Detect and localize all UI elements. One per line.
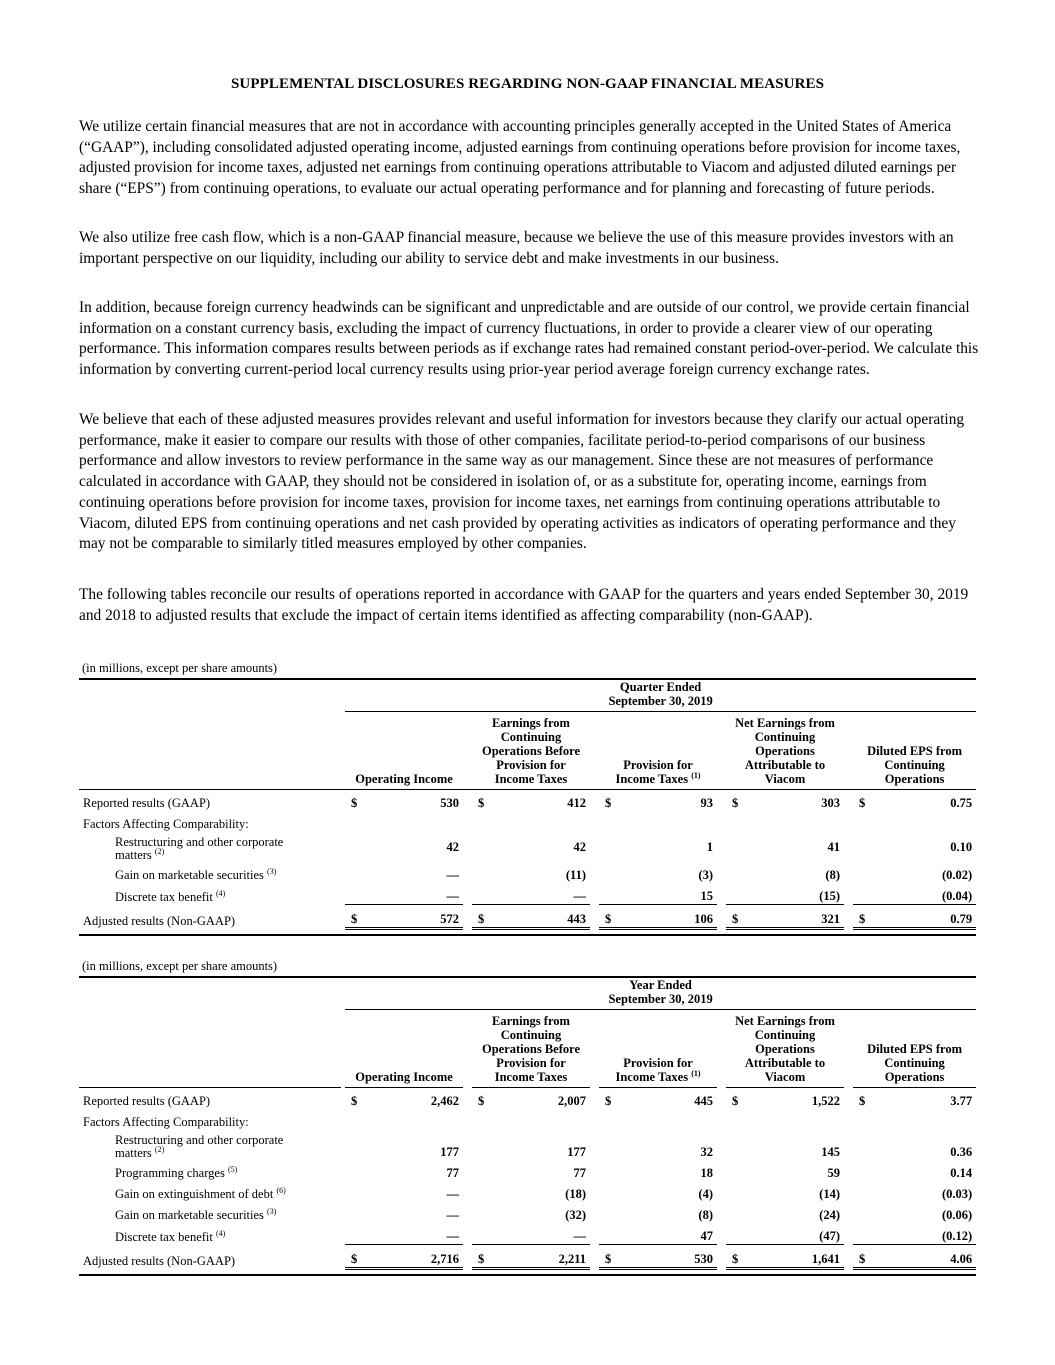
cell-value: (24) <box>819 1208 840 1222</box>
dollar-sign: $ <box>599 1245 613 1269</box>
row-label: Gain on marketable securities $^{(3)}$ <box>115 867 277 882</box>
table-row-reported <box>79 790 976 812</box>
row-label: Discrete tax benefit $^{(4)}$ <box>115 1228 226 1244</box>
dollar-sign: $ <box>599 1088 613 1110</box>
row-label: Restructuring and other corporate matters $^{(2)}$ <box>115 1133 284 1160</box>
col-operating-income: Operating Income <box>355 1070 453 1084</box>
cell-value: 530 <box>613 1245 717 1269</box>
row-label: Reported results (GAAP) <box>79 790 341 812</box>
paragraph-adjusted-measures: We believe that each of these adjusted measures provides relevant and useful information for investors because they clarify our actual operating performance, make it easier to compare our results with those of other companies, facilitate period-to-period comparisons of our business performance and allow investors to review performance in the same way as our management. Since these are not measures of performance calculated in accordance with GAAP, they should not be considered in isolation of, or as a substitute for, operating income, earnings from continuing operations before provision for income taxes, provision for income taxes, net earnings from continuing operations attributable to Viacom, diluted EPS from continuing operations and net cash provided by operating activities as indicators of operating performance and they may not be comparable to similarly titled measures employed by other companies. <box>79 411 965 553</box>
table-row <box>79 862 976 883</box>
cell-value: 1 <box>706 839 713 854</box>
cell-value: 59 <box>827 1166 840 1180</box>
cell-value: — <box>446 868 459 882</box>
period-line-1: Year Ended <box>629 978 692 992</box>
dollar-sign: $ <box>345 1088 359 1110</box>
period-header <box>345 679 976 712</box>
table-row <box>79 1130 976 1160</box>
dollar-sign: $ <box>726 1245 740 1269</box>
row-label: Discrete tax benefit $^{(4)}$ <box>115 888 226 904</box>
col-net-earnings: Net Earnings from Continuing Operations Attributable to Viacom <box>735 1014 835 1084</box>
cell-value: — <box>446 1187 459 1201</box>
cell-value: 1,522 <box>740 1088 844 1110</box>
cell-value: 42 <box>446 839 459 854</box>
row-label: Reported results (GAAP) <box>79 1088 341 1110</box>
cell-value: 15 <box>613 883 717 905</box>
cell-value: 412 <box>486 790 590 812</box>
cell-value: 3.77 <box>867 1088 976 1110</box>
cell-value: 4.06 <box>867 1245 976 1269</box>
col-operating-income: Operating Income <box>355 772 453 786</box>
col-earnings-before-taxes: Earnings from Continuing Operations Before Provision for Income Taxes <box>481 1014 581 1084</box>
row-label: Gain on marketable securities $^{(3)}$ <box>115 1207 277 1222</box>
table-row-adjusted <box>79 1245 976 1269</box>
table-row <box>79 1202 976 1223</box>
cell-value: 445 <box>613 1088 717 1110</box>
period-line-2: September 30, 2019 <box>608 694 713 708</box>
dollar-sign: $ <box>345 790 359 812</box>
paragraph-reconciliation-intro: The following tables reconcile our results of operations reported in accordance with GAAP for the quarters and years ended September 30, 2019 and 2018 to adjusted results that exclude the impact of certain items identified as affecting comparability (non-GAAP). <box>79 586 969 624</box>
dollar-sign: $ <box>726 1088 740 1110</box>
row-label: Gain on extinguishment of debt $^{(6)}$ <box>115 1186 286 1201</box>
cell-value: 2,462 <box>359 1088 463 1110</box>
cell-value: 41 <box>827 839 840 854</box>
cell-value: 0.79 <box>867 905 976 929</box>
cell-value: (0.02) <box>941 868 973 882</box>
cell-value: (47) <box>740 1223 844 1245</box>
table-row <box>79 1181 976 1202</box>
cell-value: — <box>486 883 590 905</box>
cell-value: 177 <box>567 1145 586 1159</box>
table-row <box>79 1160 976 1181</box>
col-diluted-eps: Diluted EPS from Continuing Operations <box>867 744 963 786</box>
dollar-sign: $ <box>472 905 486 929</box>
cell-value: — <box>359 1223 463 1245</box>
cell-value: 0.14 <box>950 1166 973 1180</box>
cell-value: 321 <box>740 905 844 929</box>
dollar-sign: $ <box>345 1245 359 1269</box>
page-title: SUPPLEMENTAL DISCLOSURES REGARDING NON-GAAP FINANCIAL MEASURES <box>230 76 825 92</box>
paragraph-constant-currency: In addition, because foreign currency headwinds can be significant and unpredictable and are outside of our control, we provide certain financial information on a constant currency basis, excluding the impact of currency fluctuations, in order to provide a clearer view of our operating performance. This information compares results between periods as if exchange rates had remained constant period-over-period. We calculate this information by converting current-period local currency results using prior-year period average foreign currency exchange rates. <box>79 299 979 379</box>
cell-value: 0.10 <box>950 839 973 854</box>
cell-value: (14) <box>819 1187 840 1201</box>
table-units-note: (in millions, except per share amounts) <box>82 959 278 973</box>
period-header <box>345 977 976 1010</box>
table-row-factors <box>79 1109 976 1130</box>
cell-value: 77 <box>446 1166 459 1180</box>
dollar-sign: $ <box>599 790 613 812</box>
cell-value: 2,716 <box>359 1245 463 1269</box>
cell-value: 530 <box>359 790 463 812</box>
dollar-sign: $ <box>472 1245 486 1269</box>
table-units-note: (in millions, except per share amounts) <box>82 661 278 675</box>
col-provision-income-taxes: Provision for Income Taxes $^{(1)}$ <box>615 758 701 786</box>
table-row-reported <box>79 1088 976 1110</box>
row-label: Adjusted results (Non-GAAP) <box>83 913 236 928</box>
cell-value: 47 <box>613 1223 717 1245</box>
cell-value: (18) <box>565 1187 586 1201</box>
cell-value: — <box>446 1208 459 1222</box>
col-provision-income-taxes: Provision for Income Taxes $^{(1)}$ <box>615 1056 701 1084</box>
row-label: Adjusted results (Non-GAAP) <box>83 1253 236 1268</box>
cell-value: 443 <box>486 905 590 929</box>
quarter-reconciliation-table <box>79 678 976 936</box>
period-line-2: September 30, 2019 <box>608 992 713 1006</box>
cell-value: (4) <box>698 1187 713 1201</box>
cell-value: 77 <box>573 1166 586 1180</box>
cell-value: 1,641 <box>740 1245 844 1269</box>
year-reconciliation-table <box>79 976 976 1276</box>
cell-value: 2,211 <box>486 1245 590 1269</box>
cell-value: 2,007 <box>486 1088 590 1110</box>
cell-value: 18 <box>700 1166 713 1180</box>
row-label: Restructuring and other corporate matters $^{(2)}$ <box>115 835 284 862</box>
cell-value: (8) <box>698 1208 713 1222</box>
cell-value: (0.12) <box>867 1223 976 1245</box>
cell-value: 0.75 <box>867 790 976 812</box>
dollar-sign: $ <box>472 1088 486 1110</box>
dollar-sign: $ <box>853 790 867 812</box>
col-earnings-before-taxes: Earnings from Continuing Operations Before Provision for Income Taxes <box>481 716 581 786</box>
dollar-sign: $ <box>853 905 867 929</box>
dollar-sign: $ <box>726 790 740 812</box>
table-row <box>79 1223 976 1245</box>
cell-value: 93 <box>613 790 717 812</box>
paragraph-gaap-measures: We utilize certain financial measures that are not in accordance with accounting principles generally accepted in the United States of America (“GAAP”), including consolidated adjusted operating income, adjusted earnings from continuing operations before provision for income taxes, adjusted provision for income taxes, adjusted net earnings from continuing operations attributable to Viacom and adjusted diluted earnings per share (“EPS”) from continuing operations, to evaluate our actual operating performance and for planning and forecasting of future periods. <box>79 118 961 198</box>
row-label: Factors Affecting Comparability: <box>83 817 249 831</box>
cell-value: (3) <box>698 868 713 882</box>
cell-value: 572 <box>359 905 463 929</box>
table-row-factors <box>79 811 976 832</box>
dollar-sign: $ <box>853 1245 867 1269</box>
cell-value: (0.06) <box>941 1208 973 1222</box>
col-diluted-eps: Diluted EPS from Continuing Operations <box>867 1042 963 1084</box>
period-line-1: Quarter Ended <box>619 680 702 694</box>
table-row <box>79 883 976 905</box>
cell-value: 145 <box>821 1145 840 1159</box>
cell-value: 106 <box>613 905 717 929</box>
dollar-sign: $ <box>472 790 486 812</box>
cell-value: (8) <box>825 868 840 882</box>
cell-value: 177 <box>440 1145 459 1159</box>
dollar-sign: $ <box>599 905 613 929</box>
cell-value: (11) <box>565 868 586 882</box>
table-row <box>79 832 976 862</box>
dollar-sign: $ <box>726 905 740 929</box>
cell-value: 0.36 <box>950 1145 973 1159</box>
cell-value: 42 <box>573 839 586 854</box>
cell-value: (0.04) <box>867 883 976 905</box>
cell-value: 303 <box>740 790 844 812</box>
paragraph-free-cash-flow: We also utilize free cash flow, which is a non-GAAP financial measure, because we believe the use of this measure provides investors with an important perspective on our liquidity, including our ability to service debt and make investments in our business. <box>79 229 954 267</box>
dollar-sign: $ <box>853 1088 867 1110</box>
cell-value: (15) <box>740 883 844 905</box>
dollar-sign: $ <box>345 905 359 929</box>
cell-value: (32) <box>565 1208 586 1222</box>
cell-value: (0.03) <box>941 1187 973 1201</box>
cell-value: — <box>359 883 463 905</box>
col-net-earnings: Net Earnings from Continuing Operations Attributable to Viacom <box>735 716 835 786</box>
row-label: Programming charges $^{(5)}$ <box>115 1165 238 1180</box>
row-label: Factors Affecting Comparability: <box>83 1115 249 1129</box>
cell-value: 32 <box>700 1145 713 1159</box>
cell-value: — <box>486 1223 590 1245</box>
table-row-adjusted <box>79 905 976 929</box>
